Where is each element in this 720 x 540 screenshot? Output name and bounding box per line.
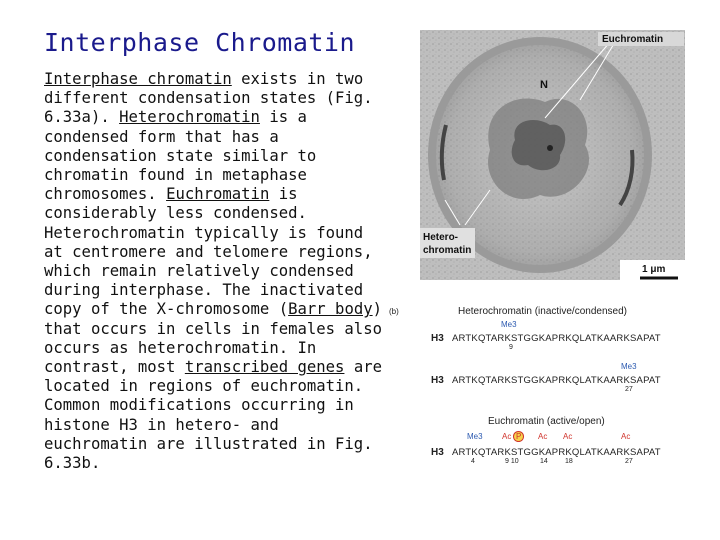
- page-title: Interphase Chromatin: [44, 28, 356, 57]
- text-segment: are located in regions of euchromatin. Common modifications occurring in histone H3 in hetero- and euchromatin are illustrated in Fig. 6.33b.: [44, 358, 382, 473]
- heterochromatin-heading: Heterochromatin (inactive/condensed): [458, 306, 627, 317]
- eu-position-9-10: 9 10: [505, 458, 519, 465]
- electron-micrograph: [420, 30, 685, 280]
- euchromatin-heading: Euchromatin (active/open): [488, 416, 605, 427]
- term-heterochromatin: Heterochromatin: [119, 108, 260, 127]
- eu-position-18: 18: [565, 458, 573, 465]
- term-euchromatin: Euchromatin: [166, 185, 270, 204]
- h3-label: H3: [431, 447, 444, 458]
- h3-sequence-1: ARTKQTARKSTGGKAPRKQLATKAARKSAPAT: [452, 333, 661, 344]
- me3-mark-k4: Me3: [467, 432, 483, 441]
- h3-label: H3: [431, 333, 444, 344]
- text-segment: is a condensed form that has a condensation state similar to chromatin found in metaphase chromosomes.: [44, 108, 317, 204]
- euchromatin-label: Euchromatin: [602, 34, 664, 45]
- heterochromatin-label-2: chromatin: [423, 245, 472, 256]
- eu-position-14: 14: [540, 458, 548, 465]
- panel-b-tag: (b): [389, 307, 399, 316]
- term-barr-body: Barr body: [288, 300, 373, 319]
- text-segment: ) that occurs in cells in females also occurs as heterochromatin. In contrast, most: [44, 300, 382, 377]
- term-interphase-chromatin: Interphase chromatin: [44, 70, 232, 88]
- term-transcribed-genes: transcribed genes: [184, 358, 345, 377]
- me3-mark-k9: Me3: [501, 320, 517, 329]
- h3-sequence-2: ARTKQTARKSTGGKAPRKQLATKAARKSAPAT: [452, 375, 661, 386]
- heterochromatin-label-1: Hetero-: [423, 232, 459, 243]
- text-segment: is considerably less condensed. Heterochromatin typically is found at centromere and telomere regions, which remain relatively condensed during interphase. The inactivated copy of the X-chromosome (: [44, 185, 373, 319]
- me3-mark-k27: Me3: [621, 362, 637, 371]
- ac-mark-k18: Ac: [563, 432, 573, 441]
- position-27: 27: [625, 386, 633, 393]
- scale-bar-label: 1 μm: [642, 264, 666, 275]
- h3-sequence-3: ARTKQTARKSTGGKAPRKQLATKAARKSAPAT: [452, 447, 661, 458]
- position-9: 9: [509, 344, 513, 351]
- ac-mark-k9: Ac: [502, 432, 512, 441]
- ac-mark-k27: Ac: [621, 432, 631, 441]
- text-segment: exists in two different condensation states (Fig. 6.33a).: [44, 70, 373, 127]
- body-paragraph: [44, 70, 389, 473]
- eu-position-27: 27: [625, 458, 633, 465]
- histone-modification-panel: [385, 300, 685, 470]
- eu-position-4: 4: [471, 458, 475, 465]
- ac-mark-k14: Ac: [538, 432, 548, 441]
- phospho-mark-s10: P: [513, 431, 524, 442]
- h3-label: H3: [431, 375, 444, 386]
- nucleus-label: N: [540, 79, 548, 91]
